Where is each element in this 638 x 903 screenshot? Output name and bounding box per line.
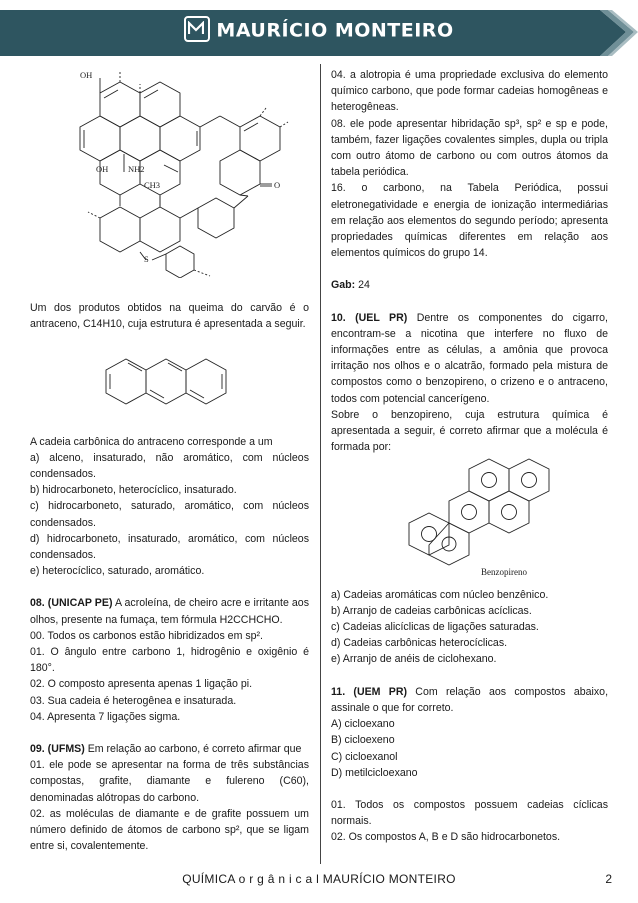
- page-header: [0, 0, 638, 62]
- brand-name: MAURÍCIO MONTEIRO: [216, 19, 454, 42]
- anthracene-structure-figure: [30, 332, 309, 428]
- q11-text: Com relação aos compostos abaixo, assinale o que for correto.: [331, 685, 609, 714]
- q08-item-03: 03. Sua cadeia é heterogênea e insaturada.: [30, 694, 237, 707]
- q11-item-02: 02. Os compostos A, B e D são hidrocarbonetos.: [331, 831, 561, 844]
- label-oh-bottom: OH: [96, 164, 109, 174]
- q09-item-16: 16. o carbono, na Tabela Periódica, possui eletronegatividade e energia de ionização intermediárias em relação aos elementos do segundo período; apresenta propriedades químicas diferentes em relação aos elementos químicos do grupo 14.: [331, 182, 608, 260]
- column-divider: [320, 64, 321, 864]
- q08-item-02: 02. O composto apresenta apenas 1 ligação pi.: [30, 678, 253, 691]
- q08-item-04: 04. Apresenta 7 ligações sigma.: [30, 710, 181, 723]
- option-d: d) hidrocarboneto, insaturado, aromático, com núcleos condensados.: [30, 532, 309, 562]
- label-s: S: [144, 254, 149, 264]
- compound-b: B) cicloexeno: [331, 734, 395, 747]
- q11-item-01: 01. Todos os compostos possuem cadeias cíclicas normais.: [331, 798, 608, 828]
- left-column: [30, 300, 309, 854]
- q10-header: [331, 310, 608, 407]
- q08-item-01: 01. O ângulo entre carbono 1, hidrogênio e oxigênio é 180°.: [30, 646, 309, 675]
- q09-text: Em relação ao carbono, é correto afirmar que: [84, 743, 302, 756]
- compound-a: A) cicloexano: [331, 718, 395, 731]
- label-nh2: NH2: [128, 164, 145, 174]
- right-column: [331, 67, 608, 846]
- q10-option-c: c) Cadeias alicíclicas de ligações saturadas.: [331, 621, 539, 634]
- q08-text: A acroleína, de cheiro acre e irritante aos olhos, presente na fumaça, tem fórmula H2CCHCHO.: [30, 597, 309, 626]
- option-e: e) heterocíclico, saturado, aromático.: [30, 565, 205, 578]
- q10-option-e: e) Arranjo de anéis de ciclohexano.: [331, 653, 497, 666]
- q10-question: Sobre o benzopireno, cuja estrutura química é apresentada a seguir, é correto afirmar que a molécula é formada por:: [331, 408, 608, 454]
- q09-header: [30, 741, 309, 757]
- q08-header: [30, 595, 309, 627]
- label-o: O: [274, 180, 281, 190]
- option-c: c) hidrocarboneto, saturado, aromático, com núcleos condensados.: [30, 500, 309, 529]
- page-footer: [0, 868, 638, 892]
- q09-item-04: 04. a alotropia é uma propriedade exclusiva do elemento químico carbono, que pode formar cadeias homogêneas e heterogêneas.: [331, 69, 608, 114]
- answer-key: [331, 277, 608, 293]
- q09-item-02: 02. as moléculas de diamante e de grafite possuem um número definido de átomos de carbono sp², que se ligam entre si, covalentemente.: [30, 807, 309, 853]
- anthracene-intro: Um dos produtos obtidos na queima do carvão é o antraceno, C14H10, cuja estrutura é apresentada a seguir.: [30, 302, 309, 331]
- footer-title: QUÍMICA o r g â n i c a l MAURÍCIO MONTEIRO: [182, 872, 456, 886]
- label-oh-top: OH: [80, 70, 93, 80]
- q10-option-a: a) Cadeias aromáticas com núcleo benzênico.: [331, 588, 549, 601]
- molecule-structure-figure: [70, 68, 290, 278]
- q10-option-d: d) Cadeias carbônicas heterocíclicas.: [331, 637, 508, 650]
- q08-item-00: 00. Todos os carbonos estão hibridizados em sp².: [30, 629, 263, 642]
- q10-title: 10. (UEL PR): [331, 311, 408, 324]
- q09-item-01: 01. ele pode se apresentar na forma de três substâncias compostas, grafite, diamante e fulereno (C60), denominadas alótropas do carbono.: [30, 759, 309, 804]
- q11-title: 11. (UEM PR): [331, 685, 408, 698]
- anthracene-question: A cadeia carbônica do antraceno corresponde a um: [30, 435, 273, 448]
- brand-logo-icon: [184, 16, 210, 42]
- benzopyrene-structure-figure: [331, 455, 608, 581]
- label-ch3: CH3: [144, 180, 161, 190]
- q10-text: Dentre os componentes do cigarro, encontram-se a nicotina que interfere no fluxo de informações entre as células, a amônia que provoca irritação nos olhos e o alcatrão, formado pela mistura de compostos como o benzopireno, o crizeno e o antraceno, todos com potencial cancerígeno.: [331, 311, 608, 405]
- option-a: a) alceno, insaturado, não aromático, com núcleos condensados.: [30, 451, 309, 481]
- q11-header: [331, 684, 608, 716]
- compound-d: D) metilcicloexano: [331, 766, 418, 779]
- compound-c: C) cicloexanol: [331, 750, 398, 763]
- q09-item-08: 08. ele pode apresentar hibridação sp³, sp² e sp e pode, também, fazer ligações covalentes simples, dupla ou tripla com outro átomo de carbono ou com outros átomos da tabela periódica.: [331, 117, 608, 179]
- answer-key-value: 24: [355, 279, 370, 292]
- benzopyrene-label: Benzopireno: [481, 567, 527, 578]
- q08-title: 08. (UNICAP PE): [30, 597, 113, 610]
- option-b: b) hidrocarboneto, heterocíclico, insaturado.: [30, 484, 237, 497]
- brand-title: [0, 18, 638, 44]
- answer-key-label: Gab:: [331, 279, 356, 292]
- q10-option-b: b) Arranjo de cadeias carbônicas acíclicas.: [331, 604, 532, 617]
- page-number: 2: [605, 872, 612, 886]
- q09-title: 09. (UFMS): [30, 743, 85, 756]
